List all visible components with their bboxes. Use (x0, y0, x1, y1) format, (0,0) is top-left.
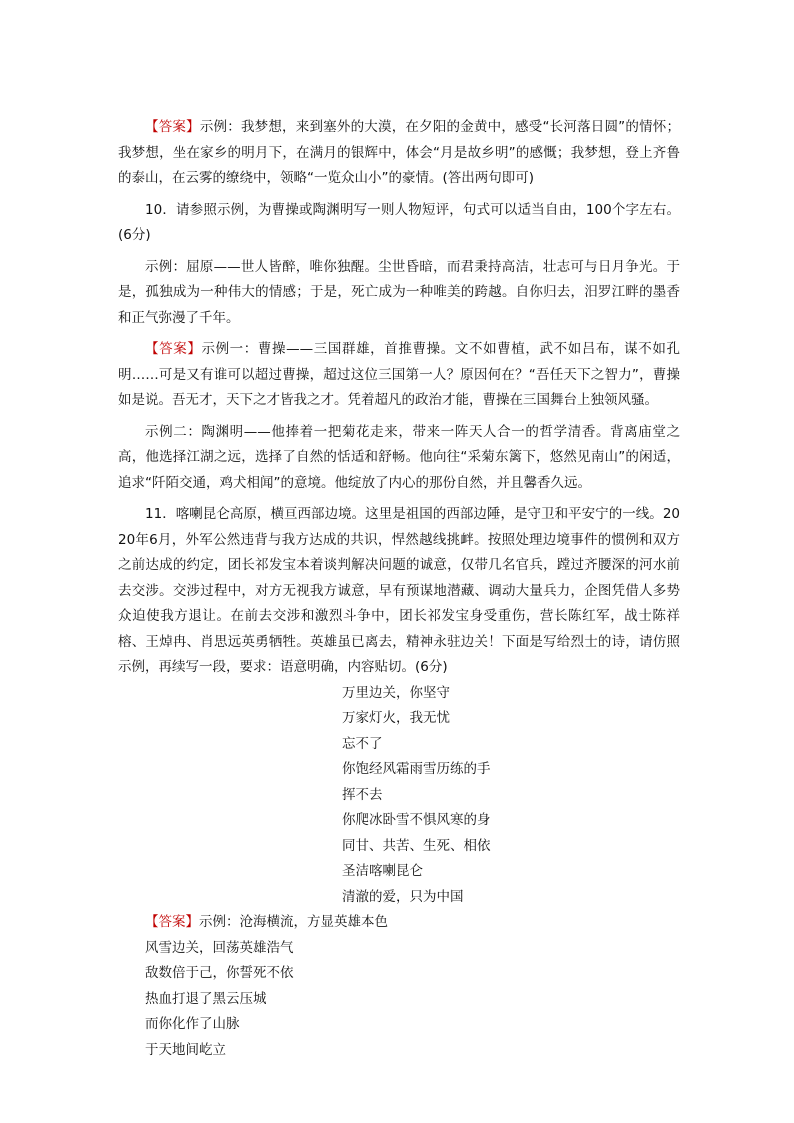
answer-11-lines (118, 936, 680, 1064)
answer-line: 风雪边关，回荡英雄浩气 (145, 939, 294, 956)
poem-line: 万家灯火，我无忧 (342, 710, 450, 726)
poem-line: 挥不去 (342, 786, 383, 803)
document-content (118, 115, 680, 1063)
answer-line: 热血打退了黑云压城 (145, 990, 267, 1007)
poem-line: 圣洁喀喇昆仑 (342, 863, 423, 879)
answer-line: 于天地间屹立 (145, 1041, 226, 1058)
answer-10-example-2: 示例二：陶渊明——他捧着一把菊花走来，带来一阵天人合一的哲学清香。背离庙堂之高，他选择江湖之远，选择了自然的恬适和舒畅。他向往“采菊东篱下，悠然见南山”的闲适，追求“阡陌交通，鸡犬相闻”的意境。他绽放了内心的那份自然，并且馨香久远。 (118, 423, 680, 491)
question-10-example: 示例：屈原——世人皆醉，唯你独醒。尘世昏暗，而君秉持高洁，壮志可与日月争光。于是，孤独成为一种伟大的情感；于是，死亡成为一种唯美的跨越。自你归去，汨罗江畔的墨香和正气弥漫了千年。 (118, 258, 680, 326)
answer-tag: 【答案】 (145, 341, 202, 357)
question-11: 11．喀喇昆仑高原，横亘西部边境。这里是祖国的西部边陲，是守卫和平安宁的一线。2020年6月，外军公然违背与我方达成的共识，悍然越线挑衅。按照处理边境事件的惯例和双方之前达成的约定，团长祁发宝本着谈判解决问题的诚意，仅带几名官兵，蹚过齐腰深的河水前去交涉。交涉过程中，对方无视我方诚意，早有预谋地潜藏、调动大量兵力，企图凭借人多势众迫使我方退让。在前去交涉和激烈斗争中，团长祁发宝身受重伤，营长陈红军，战士陈祥榕、王焯冉、肖思远英勇牺牲。英雄虽已离去，精神永驻边关！下面是写给烈士的诗，请仿照示例，再续写一段，要求：语意明确，内容贴切。(6分) (118, 506, 680, 675)
poem-line: 清澈的爱，只为中国 (342, 888, 464, 905)
poem-line: 同甘、共苦、生死、相依 (342, 837, 491, 854)
poem-line: 万里边关，你坚守 (342, 684, 450, 701)
answer-tag: 【答案】 (145, 914, 199, 930)
poem-line: 你饱经风霜雨雪历练的手 (342, 761, 491, 777)
answer-10-text-1: 示例一：曹操——三国群雄，首推曹操。文不如曹植，武不如吕布，谋不如孔明……可是又有谁可以超过曹操，超过这位三国第一人？原因何在？“吾任天下之智力”，曹操如是说。吾无才，天下之才皆我之才。凭着超凡的政治才能，曹操在三国舞台上独领风骚。 (118, 341, 681, 408)
answer-11 (118, 910, 680, 1063)
answer-9-text: 示例：我梦想，来到塞外的大漠，在夕阳的金黄中，感受“长河落日圆”的情怀；我梦想，坐在家乡的明月下，在满月的银辉中，体会“月是故乡明”的感慨；我梦想，登上齐鲁的泰山，在云雾的缭绕中，领略“一览众山小”的豪情。(答出两句即可) (118, 119, 680, 186)
answer-9-paragraph (118, 115, 680, 192)
poem-line: 忘不了 (342, 735, 383, 752)
answer-11-text: 示例：沧海横流，方显英雄本色 (199, 914, 388, 930)
answer-11-first-line (118, 910, 680, 936)
answer-tag: 【答案】 (145, 119, 200, 135)
answer-line: 敌数倍于己，你誓死不依 (145, 965, 294, 981)
poem-line: 你爬冰卧雪不惧风寒的身 (342, 812, 491, 828)
answer-line: 而你化作了山脉 (145, 1016, 240, 1032)
question-10: 10．请参照示例，为曹操或陶渊明写一则人物短评，句式可以适当自由，100个字左右。(6分) (118, 201, 680, 243)
poem (118, 681, 680, 911)
answer-10-example-1 (118, 337, 680, 414)
